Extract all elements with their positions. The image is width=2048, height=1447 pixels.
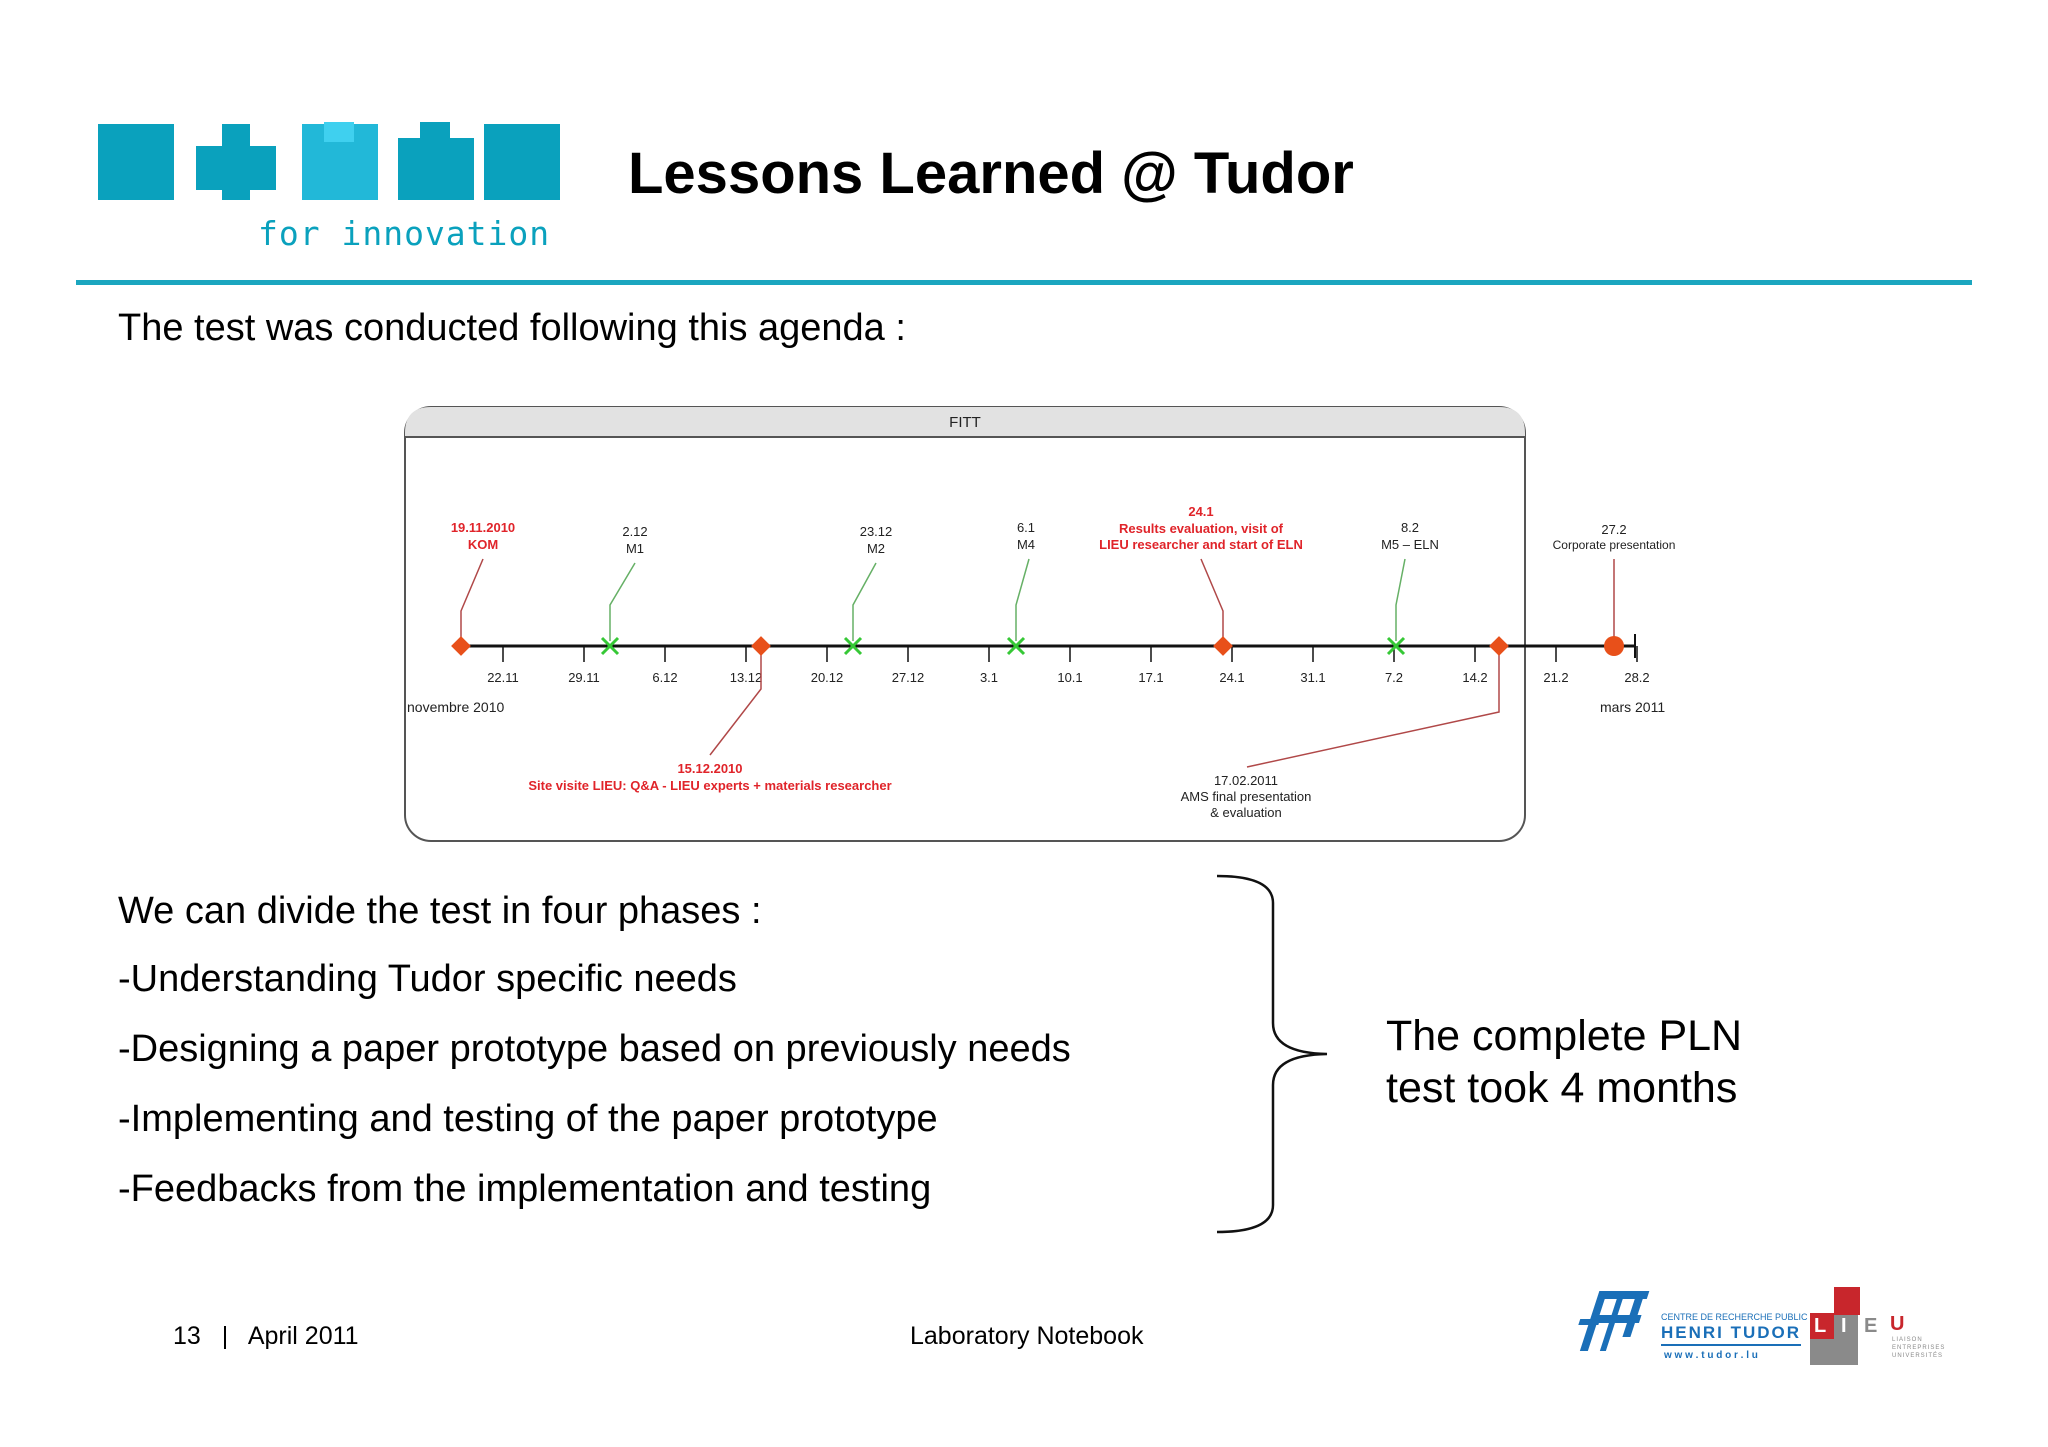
timeline-tick-label: 31.1: [1300, 670, 1326, 685]
lieu-letter: E: [1864, 1315, 1878, 1337]
phases-intro: We can divide the test in four phases :: [118, 890, 762, 932]
event-marker-27-2: [1604, 636, 1624, 656]
milestone-date-m1: 2.12: [622, 524, 648, 539]
timeline-tick-label: 21.2: [1543, 670, 1569, 685]
lieu-sub: ENTREPRISES: [1892, 1345, 1946, 1351]
timeline-tick-label: 29.11: [568, 670, 600, 685]
lieu-red-block-top: [1834, 1287, 1860, 1315]
footer-date: April 2011: [247, 1322, 359, 1350]
timeline-tick-label: 17.1: [1138, 670, 1164, 685]
lieu-letter: U: [1890, 1313, 1905, 1335]
footer-separator: |: [221, 1322, 229, 1350]
month-label-right: mars 2011: [1600, 699, 1666, 715]
event-date-27-2: 27.2: [1601, 522, 1627, 537]
timeline-svg: [403, 405, 1676, 843]
phase-item: -Implementing and testing of the paper prototype: [118, 1098, 938, 1140]
curly-brace: [1215, 873, 1335, 1235]
event-label-17-02: AMS final presentation: [1180, 789, 1312, 804]
timeline-tick-label: 20.12: [810, 670, 844, 685]
timeline-tick-label: 24.1: [1219, 670, 1245, 685]
milestone-label-m5: M5 – ELN: [1381, 537, 1439, 552]
henri-tudor-logo: [1578, 1285, 1808, 1367]
phase-item: -Designing a paper prototype based on previously needs: [118, 1028, 1071, 1070]
lieu-logo: [1808, 1285, 1968, 1367]
timeline-tick-label: 6.12: [652, 670, 678, 685]
header-divider: [76, 280, 1972, 285]
event-label-15-12: Site visite LIEU: Q&A - LIEU experts + materials researcher: [528, 778, 892, 793]
event-label2-17-02: & evaluation: [1210, 805, 1282, 820]
timeline-tick-label: 28.2: [1624, 670, 1650, 685]
timeline-tick-label: 7.2: [1384, 670, 1404, 685]
phase-item: -Feedbacks from the implementation and testing: [118, 1168, 932, 1210]
summary-line: test took 4 months: [1386, 1064, 1738, 1112]
page-number: 13: [173, 1322, 201, 1350]
milestone-label-m1: M1: [625, 541, 645, 556]
logo-block: [484, 124, 560, 200]
timeline-tick-label: 27.12: [891, 670, 925, 685]
logo-block: [98, 124, 174, 200]
timeline-tick-label: 13.12: [729, 670, 763, 685]
lieu-sub: LIAISON: [1892, 1337, 1923, 1343]
phase-item: -Understanding Tudor specific needs: [118, 958, 737, 1000]
event-label2-24-1: LIEU researcher and start of ELN: [1099, 537, 1303, 552]
tudor-underline: [1661, 1344, 1801, 1346]
lieu-sub: UNIVERSITÉS: [1892, 1353, 1944, 1359]
milestone-label-m4: M4: [1016, 537, 1036, 552]
event-date-24-1: 24.1: [1188, 504, 1214, 519]
timeline-header: FITT: [949, 414, 981, 431]
timeline-tick-label: 10.1: [1057, 670, 1083, 685]
event-date-15-12: 15.12.2010: [677, 761, 743, 776]
event-label-27-2: Corporate presentation: [1552, 538, 1676, 552]
innovation-logo: [98, 122, 560, 262]
milestone-date-m5: 8.2: [1400, 520, 1420, 535]
footer-title: Laboratory Notebook: [910, 1322, 1144, 1350]
tudor-line2: HENRI TUDOR: [1661, 1323, 1802, 1342]
timeline-tick-label: 14.2: [1462, 670, 1488, 685]
summary-text: [1386, 1010, 1742, 1114]
event-date-kom: 19.11.2010: [450, 520, 516, 535]
logo-tagline: for innovation: [258, 214, 551, 253]
timeline-figure: [403, 405, 1676, 843]
timeline-frame: [405, 407, 1525, 841]
logo-block: [420, 122, 450, 142]
logo-block: [222, 124, 250, 200]
timeline-tick-label: 3.1: [979, 670, 999, 685]
milestone-date-m4: 6.1: [1016, 520, 1036, 535]
month-label-left: novembre 2010: [407, 699, 505, 715]
logo-block: [398, 138, 474, 200]
tudor-emblem-icon: [1578, 1289, 1652, 1355]
tudor-url: w w w . t u d o r . l u: [1664, 1350, 1758, 1361]
slide-title: Lessons Learned @ Tudor: [628, 141, 1354, 206]
lieu-letter: L: [1814, 1315, 1827, 1337]
event-label-24-1: Results evaluation, visit of: [1119, 521, 1283, 536]
logo-block: [324, 122, 354, 142]
tudor-line1: CENTRE DE RECHERCHE PUBLIC: [1661, 1312, 1808, 1322]
milestone-label-m2: M2: [866, 541, 886, 556]
footer-page-info: [173, 1322, 359, 1351]
summary-line: The complete PLN: [1386, 1012, 1743, 1060]
event-label-kom: KOM: [467, 537, 499, 552]
event-date-17-02: 17.02.2011: [1213, 773, 1279, 788]
timeline-tick-label: 22.11: [487, 670, 519, 685]
milestone-date-m2: 23.12: [859, 524, 893, 539]
intro-text: The test was conducted following this agenda :: [118, 307, 906, 349]
lieu-letter: I: [1841, 1315, 1847, 1337]
